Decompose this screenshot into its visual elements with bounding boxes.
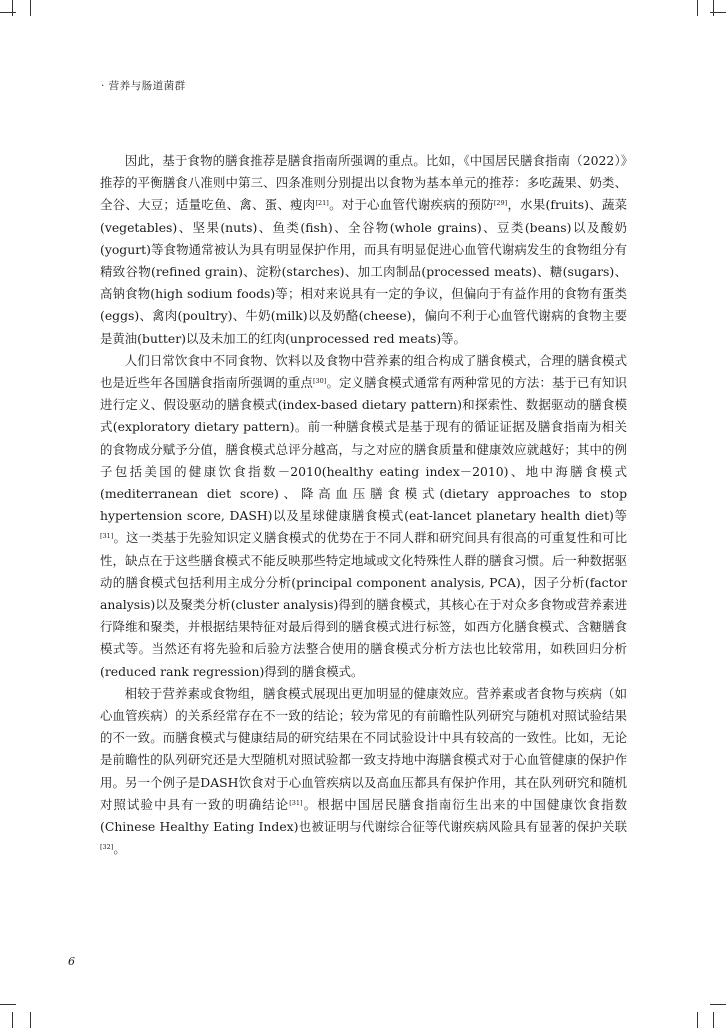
crop-mark-top-left-h — [0, 12, 16, 13]
paragraph-1 — [100, 150, 627, 350]
body-text — [100, 150, 627, 861]
paragraph-3-text-2: 。根据中国居民膳食指南衍生出来的中国健康饮食指数(Chinese Healthy Eating Index)也被证明与代谢综合征等代谢疾病风险具有显著的保护关联 — [100, 796, 628, 835]
crop-mark-bottom-right-h — [710, 1004, 726, 1005]
crop-mark-bottom-left-v — [12, 1012, 13, 1028]
paragraph-1-text-1: 因此，基于食物的膳食推荐是膳食指南所强调的重点。比如，《中国居民膳食指南（2022）》推荐的平衡膳食八准则中第三、四条准则分别提出以食物为基本单元的推荐：多吃蔬果、奶类、全谷、大豆；适量吃鱼、禽、蛋、瘦肉 — [100, 153, 627, 213]
citation-30: [30] — [312, 377, 327, 386]
crop-mark-bottom-left-v2 — [30, 1012, 31, 1028]
paragraph-1-text-3: ，水果(fruits)、蔬菜(vegetables)、坚果(nuts)、鱼类(fish)、全谷物(whole grains)、豆类(beans)以及酸奶(yogurt)等食物通常被认为具有明显保护作用，而具有明显促进心血管代谢病发生的食物组分有精致谷物(refined grain)、淀粉(starches)、加工肉制品(processed meats)、糖(sugars)、高钠食物(high sodium foods)等；相对来说具有一定的争议，但偏向于有益作用的食物有蛋类(eggs)、禽肉(poultry)、牛奶(milk)以及奶酪(cheese)，偏向不利于心血管代谢病的食物主要是黄油(butter)以及未加工的红肉(unprocessed red meats)等。 — [100, 197, 628, 346]
citation-29: [29] — [493, 199, 508, 208]
crop-mark-top-left-v2 — [30, 0, 31, 16]
paragraph-3-text-3: 。 — [113, 841, 126, 857]
page-number: 6 — [68, 955, 75, 968]
crop-mark-top-right-v2 — [713, 0, 714, 16]
citation-31: [31] — [100, 532, 114, 541]
crop-mark-bottom-right-v — [697, 1012, 698, 1028]
crop-mark-bottom-left-h — [0, 1004, 16, 1005]
crop-mark-bottom-right-v2 — [713, 1012, 714, 1028]
crop-mark-top-right-v — [697, 0, 698, 16]
citation-32: [32] — [100, 843, 114, 852]
paragraph-2 — [100, 350, 627, 683]
paragraph-3-text-1: 相较于营养素或食物组，膳食模式展现出更加明显的健康效应。营养素或者食物与疾病（如心血管疾病）的关系经常存在不一致的结论；较为常见的有前瞻性队列研究与随机对照试验结果的不一致。而膳食模式与健康结局的研究结果在不同试验设计中具有较高的一致性。比如，无论是前瞻性的队列研究还是大型随机对照试验都一致支持地中海膳食模式对于心血管健康的保护作用。另一个例子是DASH饮食对于心血管疾病以及高血压都具有保护作用，其在队列研究和随机对照试验中具有一致的明确结论 — [100, 685, 627, 812]
paragraph-2-text-2: 。定义膳食模式通常有两种常见的方法：基于已有知识进行定义、假设驱动的膳食模式(index-based dietary pattern)和探索性、数据驱动的膳食模式(exploratory dietary pattern)。前一种膳食模式是基于现有的循证证据及膳食指南为相关的食物成分赋予分值，膳食模式总评分越高，与之对应的膳食质量和健康效应就越好；其中的例子包括美国的健康饮食指数－2010(healthy eating index－2010)、地中海膳食模式(mediterranean diet score)、降高血压膳食模式(dietary approaches to stop hypertension score, DASH)以及星球健康膳食模式(eat-lancet planetary health diet)等 — [100, 375, 628, 524]
paragraph-2-text-1: 人们日常饮食中不同食物、饮料以及食物中营养素的组合构成了膳食模式，合理的膳食模式也是近些年各国膳食指南所强调的重点 — [100, 352, 627, 391]
crop-mark-top-left-v — [12, 0, 13, 16]
citation-31b: [31] — [289, 798, 303, 807]
paragraph-3 — [100, 683, 627, 861]
citation-21: [21] — [315, 199, 329, 208]
crop-mark-top-right-h — [710, 12, 726, 13]
running-header: · 营养与肠道菌群 — [101, 80, 186, 92]
paragraph-1-text-2: 。对于心血管代谢疾病的预防 — [328, 197, 494, 213]
paragraph-2-text-3: 。这一类基于先验知识定义膳食模式的优势在于不同人群和研究间具有很高的可重复性和可比性，缺点在于这些膳食模式不能反映那些特定地域或文化特殊性人群的膳食习惯。后一种数据驱动的膳食模式包括利用主成分分析(principal component analysis, PCA)，因子分析(factor analysis)以及聚类分析(cluster analysis)得到的膳食模式，其核心在于对众多食物或营养素进行降维和聚类，并根据结果特征对最后得到的膳食模式进行标签，如西方化膳食模式、含糖膳食模式等。当然还有将先验和后验方法整合使用的膳食模式分析方法也比较常用，如秩回归分析(reduced rank regression)得到的膳食模式。 — [100, 530, 627, 679]
